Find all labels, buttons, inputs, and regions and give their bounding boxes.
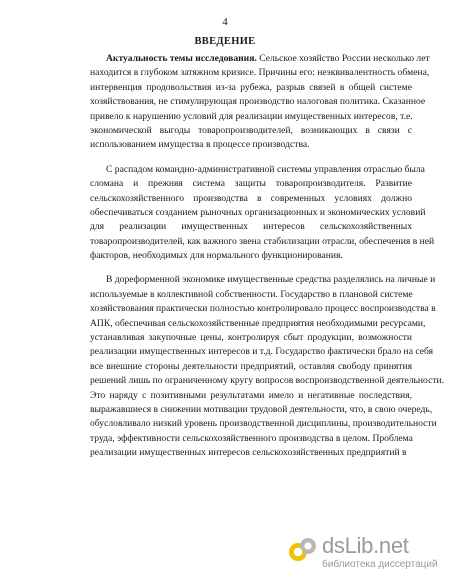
line-text: решений лишь по ограниченному кругу вопросов воспроизводственной деятельности. [90,375,445,387]
text-line [90,177,412,191]
line-text: находится в глубоком затяжном кризисе. Причины его: неэквивалентность обмена, [90,67,430,79]
text-line [90,374,445,388]
paragraph-lead: Актуальность темы исследования. [106,53,257,64]
line-text: обеспечиваться созданием рыночных организационных и экономических условий [90,206,426,218]
line-text: реализации имущественных интересов сельскохозяйственных предприятий в [90,447,407,459]
body-text [90,52,445,461]
watermark-caption: библиотека диссертаций [322,559,438,570]
text-line [90,81,412,95]
paragraph [90,52,430,153]
text-line [90,432,412,446]
line-text: для реализации имущественных интересов сельскохозяйственных [90,221,412,233]
line-text: сельскохозяйственного производства в современных условиях должно [90,192,412,204]
line-text: использованием имущества в процессе производства. [90,139,310,151]
text-line [90,192,412,206]
line-text: хозяйствования практически полностью контролировало процесс воспроизводства в [90,303,436,315]
text-line [90,417,437,431]
text-line [90,206,426,220]
text-line [90,95,426,109]
section-heading: ВВЕДЕНИЕ [194,36,256,47]
line-text: выражавшиеся в снижении мотивации трудовой деятельности, что, в свою очередь, [90,403,433,415]
paragraph-gap [90,263,412,273]
text-line [90,403,433,417]
text-line [90,331,412,345]
text-line [90,273,436,287]
text-line [90,124,412,138]
text-line [90,66,430,80]
paragraph [90,163,435,264]
line-text: Это наряду с позитивными результатами имело и негативные последствия, [90,389,412,401]
line-text: В дореформенной экономике имущественные средства разделялись на личные и [106,274,436,286]
text-line [90,163,425,177]
text-line [90,360,412,374]
line-text: С распадом командно-административной системы управления отраслью была [106,163,425,175]
line-text: интервенция продовольствия из-за рубежа, разрыв связей в общей системе [90,81,412,93]
line-text: привело к нарушению условий для реализации имущественных интересов, т.е. [90,110,413,122]
text-line [90,138,412,152]
line-text: Сельское хозяйство России несколько лет [256,53,430,64]
text-line [90,235,435,249]
text-line [90,110,412,124]
text-line [90,345,434,359]
dslib-logo-icon [286,534,318,566]
text-line [90,317,426,331]
text-line [90,446,412,460]
line-text: используемые в коллективной собственности. Государство в плановой системе [90,288,413,300]
text-line [90,302,436,316]
line-text: устанавливая закупочные цены, контролируя сбыт продукции, возможности [90,332,412,344]
line-text: труда, эффективности сельскохозяйственного производства в целом. Проблема [90,432,413,444]
line-text: АПК, обеспечивая сельскохозяйственные предприятия необходимыми ресурсами, [90,317,426,329]
line-text: все внешние стороны деятельности предприятий, оставляя свободу принятия [90,360,412,372]
line-text: товаропроизводителей, как важного звена стабилизации отрасли, обеспечения в ней [90,235,435,247]
line-text: обусловливало низкий уровень производственной дисциплины, производительности [90,418,437,430]
page-number: 4 [222,16,228,28]
line-text: хозяйствования, не стимулирующая производство налоговая политика. Сказанное [90,96,426,108]
dslib-watermark[interactable] [286,532,436,576]
text-line [90,220,412,234]
line-text: реализации имущественных интересов и т.д. Государство фактически брало на себя [90,346,434,358]
paragraph-gap [90,153,412,163]
line-text: сломана и прежняя система защиты товаропроизводителя. Развитие [90,178,412,190]
watermark-site-name: dsLib.net [322,533,409,558]
paragraph [90,273,445,460]
line-text: экономической выгоды товаропроизводителей, возникающих в связи с [90,124,412,136]
text-line [90,52,430,66]
line-text: факторов, необходимых для нормального функционирования. [90,250,343,262]
text-line [90,249,412,263]
text-line [90,389,412,403]
text-line [90,288,412,302]
